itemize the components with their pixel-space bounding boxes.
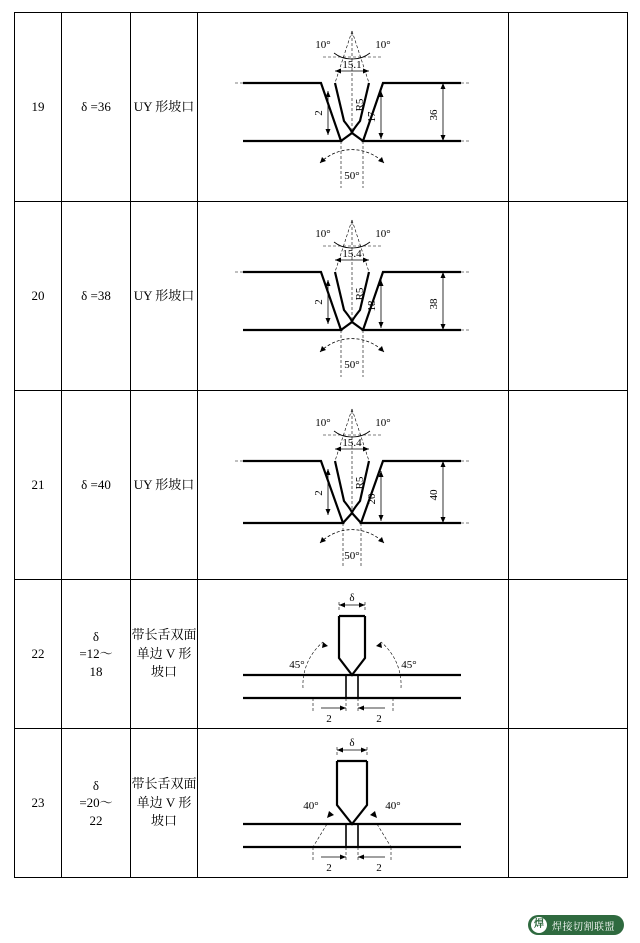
row-thickness: δ =36 bbox=[62, 13, 131, 202]
watermark bbox=[528, 915, 624, 935]
row-figure bbox=[198, 729, 509, 878]
included-angle-label: 50° bbox=[344, 550, 360, 562]
thickness-line: =20～ bbox=[79, 795, 113, 811]
row-extra bbox=[509, 202, 628, 391]
plate-thickness-label: 40 bbox=[428, 489, 440, 501]
plate-thickness-label: 36 bbox=[428, 109, 440, 121]
included-angle-label: 50° bbox=[344, 170, 360, 182]
top-width-label: 15.1 bbox=[342, 59, 362, 71]
top-label: δ bbox=[349, 737, 355, 749]
row-extra bbox=[509, 13, 628, 202]
thickness-line: 22 bbox=[89, 812, 103, 828]
depth-label: 18 bbox=[366, 300, 378, 312]
root-gap-label: 2 bbox=[313, 490, 325, 496]
row-number: 23 bbox=[15, 729, 62, 878]
radius-label: R5 bbox=[354, 476, 366, 490]
table-row bbox=[15, 13, 628, 202]
row-groove-name: 带长舌双面单边 V 形坡口 bbox=[131, 580, 198, 729]
row-figure bbox=[198, 13, 509, 202]
row-thickness: δ =40 bbox=[62, 391, 131, 580]
table-row bbox=[15, 580, 628, 729]
angle-right-label: 10° bbox=[375, 39, 391, 51]
table-row bbox=[15, 391, 628, 580]
depth-label: 17 bbox=[366, 111, 378, 123]
welding-groove-table bbox=[14, 12, 628, 878]
row-extra bbox=[509, 580, 628, 729]
top-label: δ bbox=[349, 592, 355, 604]
angle-left-label: 45° bbox=[289, 659, 305, 671]
root-gap-label: 2 bbox=[313, 299, 325, 305]
row-extra bbox=[509, 729, 628, 878]
thickness-line: δ bbox=[92, 777, 100, 793]
angle-right-label: 40° bbox=[385, 800, 401, 812]
angle-right-label: 10° bbox=[375, 228, 391, 240]
gap-right-label: 2 bbox=[376, 862, 382, 874]
thickness-line: δ bbox=[92, 628, 100, 644]
row-number: 22 bbox=[15, 580, 62, 729]
row-figure bbox=[198, 202, 509, 391]
radius-label: R5 bbox=[354, 287, 366, 301]
row-number: 19 bbox=[15, 13, 62, 202]
included-angle-label: 50° bbox=[344, 359, 360, 371]
root-gap-label: 2 bbox=[313, 110, 325, 116]
row-extra bbox=[509, 391, 628, 580]
angle-left-label: 10° bbox=[315, 228, 331, 240]
table-row bbox=[15, 729, 628, 878]
plate-thickness-label: 38 bbox=[428, 298, 440, 310]
row-groove-name: UY 形坡口 bbox=[131, 13, 198, 202]
thickness-line: =12～ bbox=[79, 646, 113, 662]
row-figure bbox=[198, 580, 509, 729]
angle-left-label: 10° bbox=[315, 39, 331, 51]
gap-right-label: 2 bbox=[376, 713, 382, 725]
row-figure bbox=[198, 391, 509, 580]
angle-left-label: 40° bbox=[303, 800, 319, 812]
top-width-label: 15.4 bbox=[342, 248, 362, 260]
gap-left-label: 2 bbox=[326, 862, 332, 874]
row-thickness bbox=[62, 580, 131, 729]
table-row bbox=[15, 202, 628, 391]
row-groove-name: UY 形坡口 bbox=[131, 202, 198, 391]
depth-label: 20 bbox=[366, 493, 378, 505]
row-groove-name: UY 形坡口 bbox=[131, 391, 198, 580]
row-groove-name: 带长舌双面单边 V 形坡口 bbox=[131, 729, 198, 878]
top-width-label: 15.4 bbox=[342, 437, 362, 449]
angle-right-label: 10° bbox=[375, 417, 391, 429]
row-number: 20 bbox=[15, 202, 62, 391]
watermark-logo-icon bbox=[531, 917, 547, 933]
angle-right-label: 45° bbox=[401, 659, 417, 671]
watermark-badge bbox=[528, 915, 624, 935]
watermark-text: 焊接切割联盟 bbox=[552, 921, 615, 933]
row-number: 21 bbox=[15, 391, 62, 580]
radius-label: R5 bbox=[354, 98, 366, 112]
row-thickness: δ =38 bbox=[62, 202, 131, 391]
angle-left-label: 10° bbox=[315, 417, 331, 429]
row-thickness bbox=[62, 729, 131, 878]
thickness-line: 18 bbox=[89, 663, 103, 679]
watermark-logo-char: 焊 bbox=[534, 919, 544, 930]
gap-left-label: 2 bbox=[326, 713, 332, 725]
